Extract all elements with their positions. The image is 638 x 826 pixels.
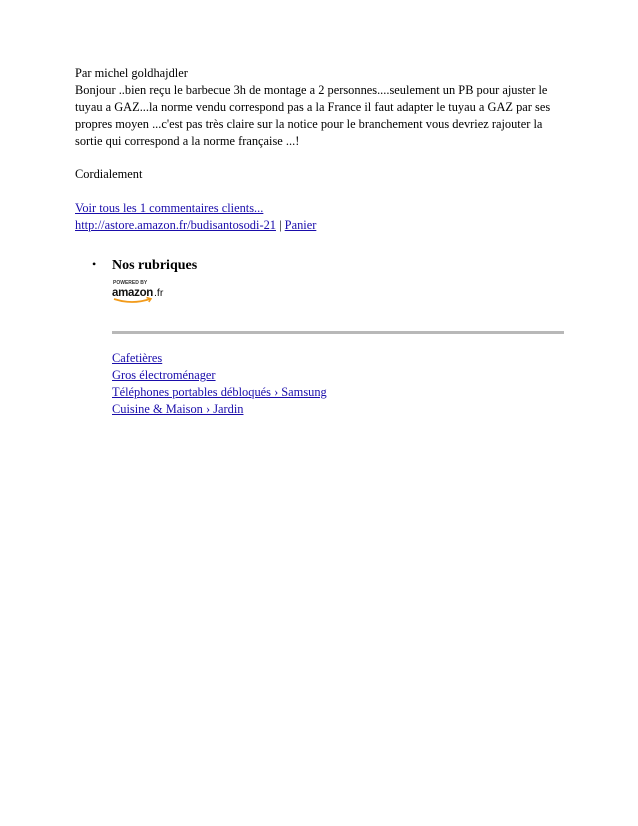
amazon-smile-icon <box>114 299 150 302</box>
category-item <box>112 367 565 384</box>
all-comments-link[interactable]: Voir tous les 1 commentaires clients... <box>75 201 264 215</box>
logo-brand-text: amazon <box>112 287 154 299</box>
section-divider <box>112 331 564 334</box>
category-link-telephones-samsung[interactable]: Téléphones portables débloqués › Samsung <box>112 385 327 399</box>
logo-top-text: POWERED BY <box>113 280 148 286</box>
rubriques-title: Nos rubriques <box>112 258 198 273</box>
powered-by-amazon-logo[interactable] <box>112 277 172 307</box>
store-url-link[interactable]: http://astore.amazon.fr/budisantosodi-21 <box>75 218 276 232</box>
cart-link[interactable]: Panier <box>284 218 317 232</box>
links-block <box>75 200 565 234</box>
rubriques-item <box>75 256 565 418</box>
bullet-icon: • <box>92 257 97 271</box>
category-link-gros-electromenager[interactable]: Gros électroménager <box>112 368 216 382</box>
page-content <box>75 65 565 418</box>
category-list <box>112 350 565 418</box>
comment-signature: Cordialement <box>75 167 143 181</box>
category-link-cafetieres[interactable]: Cafetières <box>112 351 163 365</box>
category-link-cuisine-jardin[interactable]: Cuisine & Maison › Jardin <box>112 402 244 416</box>
category-item <box>112 384 565 401</box>
category-item <box>112 401 565 418</box>
category-item <box>112 350 565 367</box>
rubriques-list <box>75 256 565 418</box>
logo-tld-text: .fr <box>154 287 164 299</box>
comment-body: Bonjour ..bien reçu le barbecue 3h de montage a 2 personnes....seulement un PB pour ajuster le tuyau a GAZ...la norme vendu correspond pas a la France il faut adapter le tuyau a GAZ par ses propres moyen ...c'est pas très claire sur la notice pour le branchement vous devriez rajouter la sortie qui correspond a la norme française ...! <box>75 83 551 148</box>
comment-author: Par michel goldhajdler <box>75 66 188 80</box>
link-separator: | <box>279 218 282 232</box>
